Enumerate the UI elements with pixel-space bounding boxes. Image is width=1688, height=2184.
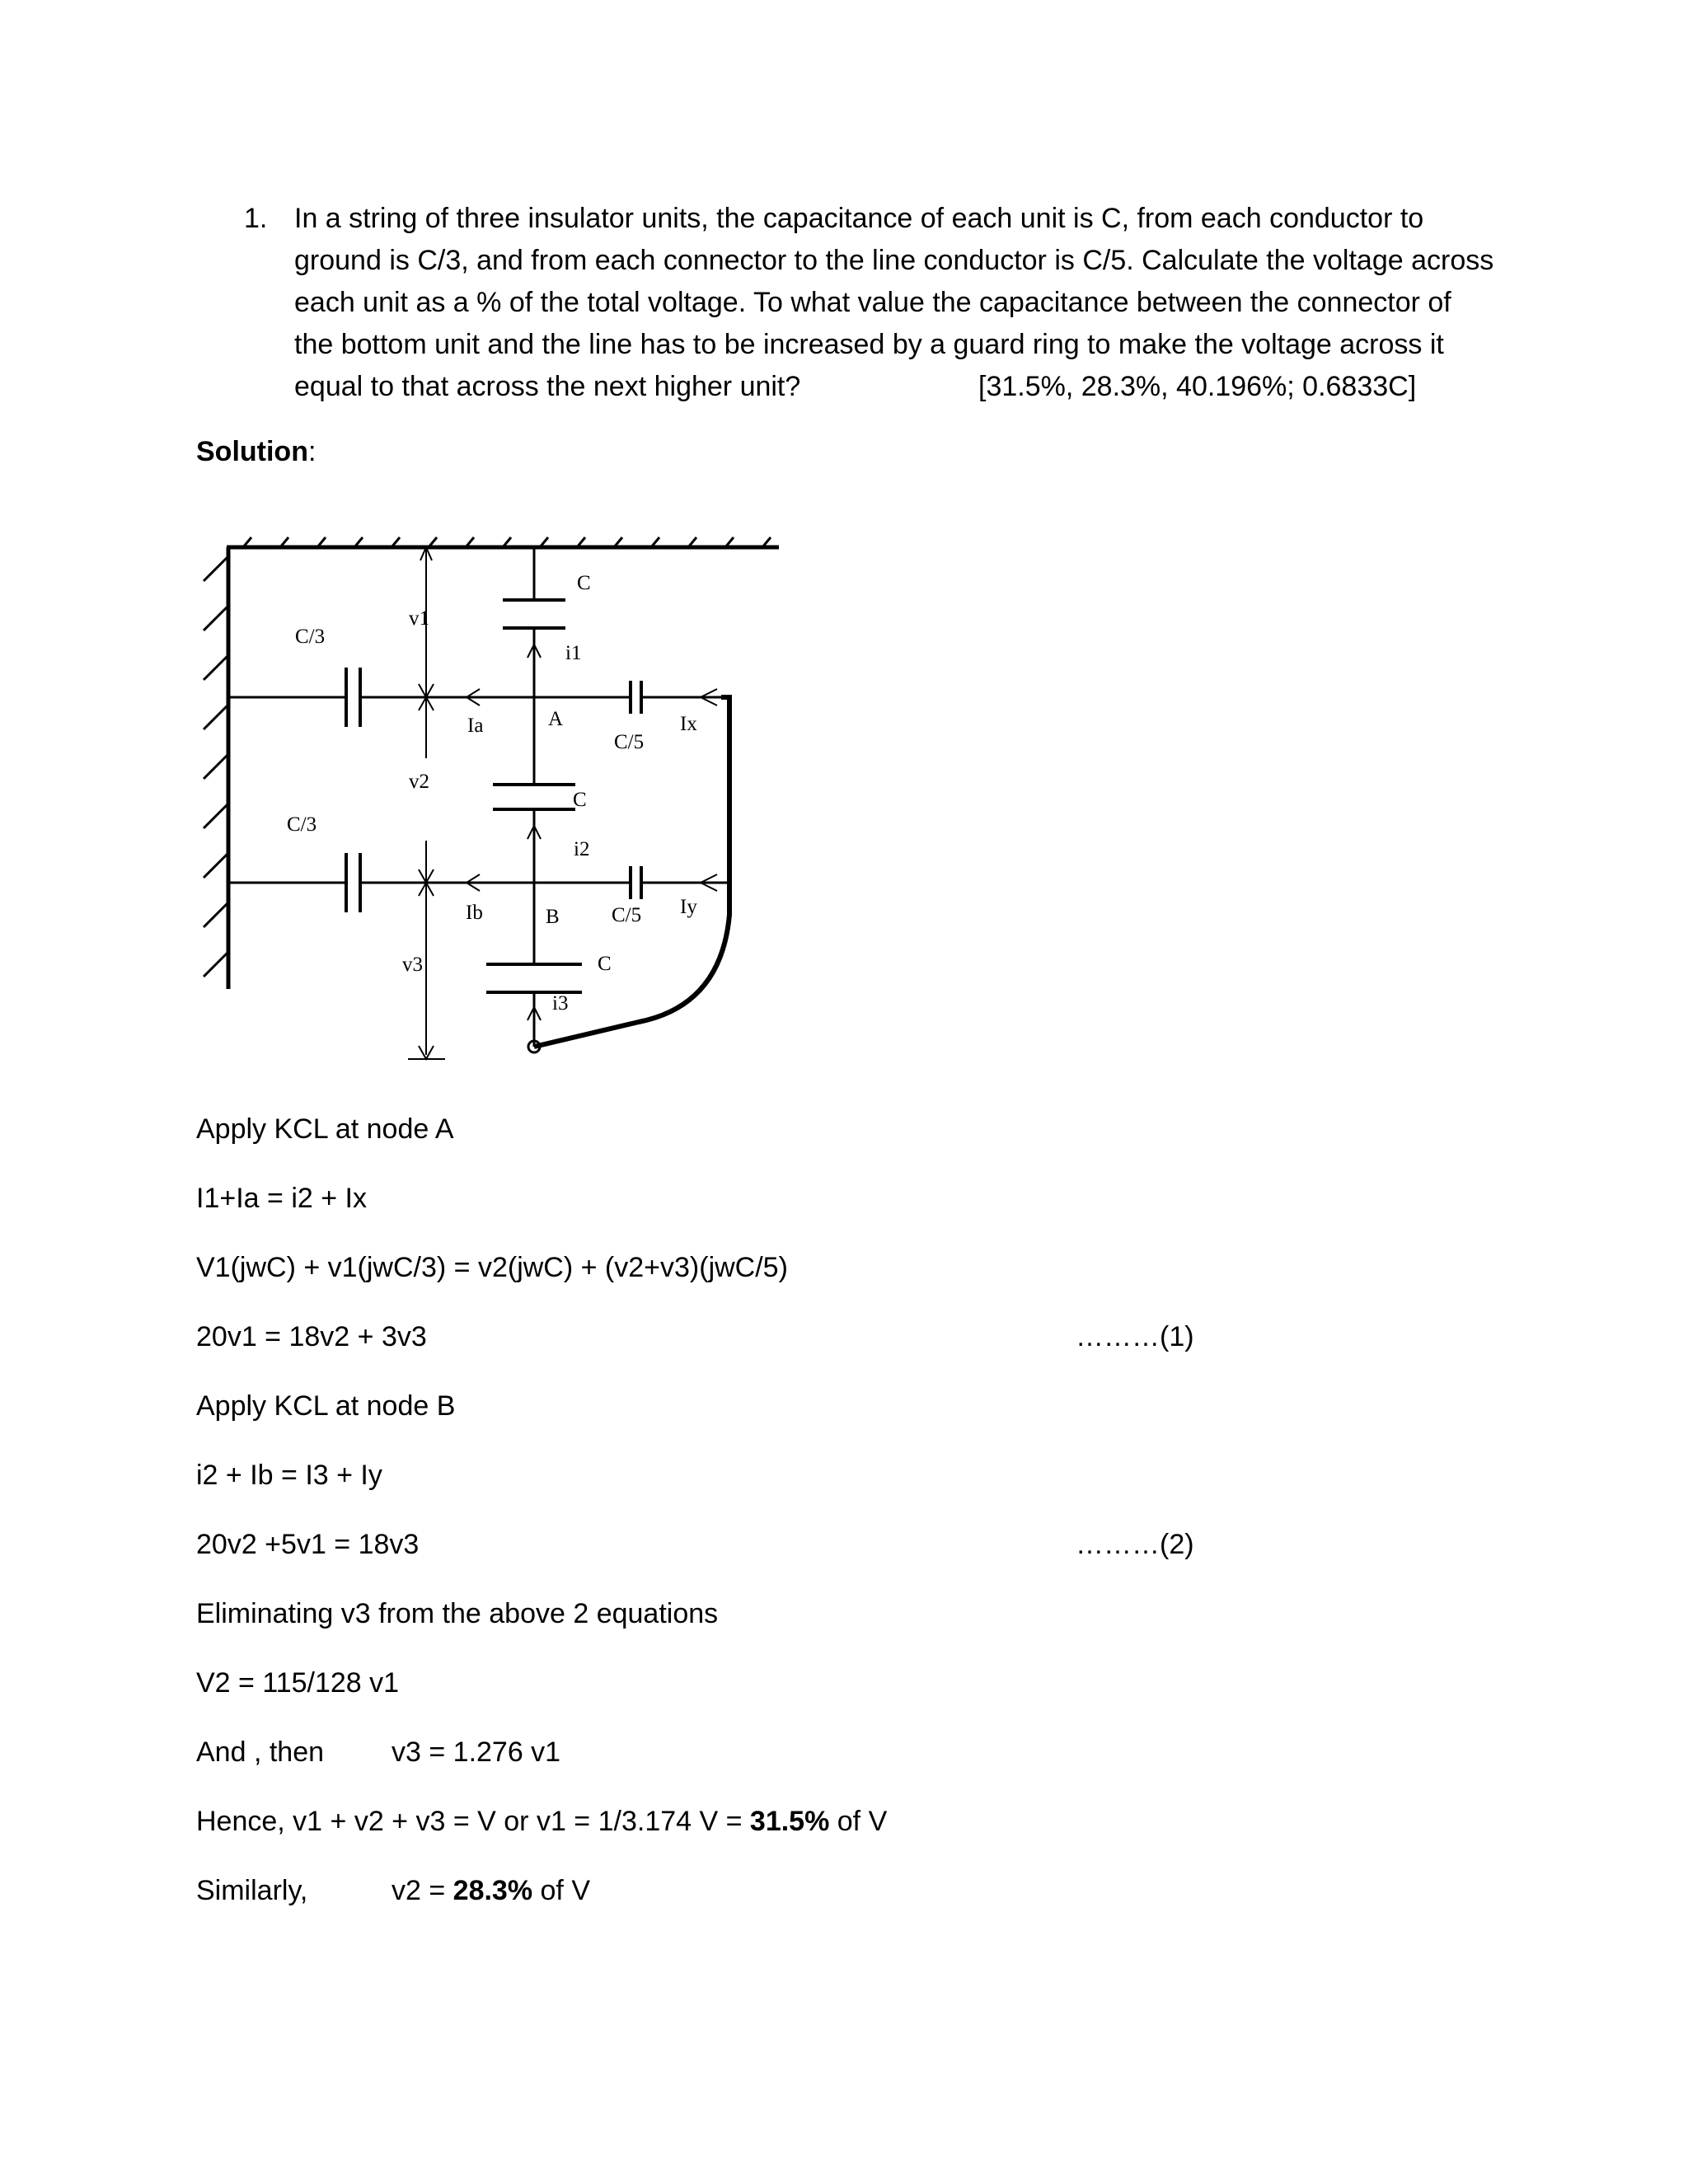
step-v2-ratio: V2 = 115/128 v1 [196,1667,400,1699]
step-and-then: And , then [196,1736,325,1768]
solution-heading-text: Solution [196,436,308,467]
step-kcl-b: Apply KCL at node B [196,1390,456,1422]
step-eq2-tag: ………(2) [1076,1529,1194,1560]
label-ia: Ia [467,715,484,737]
label-c-line-2: C/5 [612,904,642,926]
step-eq-a1: I1+Ia = i2 + Ix [196,1183,367,1214]
label-v2: v2 [409,771,429,793]
label-iy: Iy [680,896,697,918]
question-number: 1. [244,203,268,234]
step-v2-prefix: v2 = [392,1875,453,1906]
current-arrows [419,547,717,1059]
label-i1: i1 [565,642,582,664]
label-c-ground-1: C/3 [295,626,326,648]
step-v2-suffix: of V [532,1875,591,1906]
question-line-5-text: equal to that across the next higher unit? [294,371,801,402]
label-c-unit-1: C [577,572,591,594]
question-line-4: the bottom unit and the line has to be increased by a guard ring to make the voltage across it [294,329,1444,360]
capacitor-line-1 [631,681,641,714]
ground-hatching-left [204,556,228,977]
question-line-5 [294,366,1489,408]
question-text [294,198,1494,408]
label-c-line-1: C/5 [614,731,645,753]
step-eliminate: Eliminating v3 from the above 2 equations [196,1598,719,1629]
step-kcl-a: Apply KCL at node A [196,1113,454,1145]
question-line-3: each unit as a % of the total voltage. To what value the capacitance between the connector of [294,287,1451,318]
label-v1: v1 [409,607,429,630]
solution-heading [196,435,316,468]
step-eq1: 20v1 = 18v2 + 3v3 [196,1321,427,1352]
label-node-a: A [548,708,564,730]
label-i2: i2 [574,838,590,860]
step-eq-b1: i2 + Ib = I3 + Iy [196,1460,382,1491]
label-ib: Ib [466,902,483,924]
label-ix: Ix [680,713,697,735]
label-i3: i3 [552,992,569,1015]
step-hence-prefix: Hence, v1 + v2 + v3 = V or v1 = 1/3.174 V = [196,1806,750,1837]
insulator-string-circuit-diagram [190,519,799,1080]
label-c-unit-2: C [573,789,587,811]
label-v3: v3 [402,954,423,976]
label-c-unit-3: C [598,953,612,975]
step-hence-suffix: of V [829,1806,888,1837]
solution-heading-colon: : [307,436,316,467]
step-eq1-tag: ………(1) [1076,1321,1194,1352]
step-v3-value: v3 = 1.276 v1 [392,1736,561,1768]
label-node-b: B [546,906,560,928]
capacitor-ground-1 [346,668,360,727]
question-line-1: In a string of three insulator units, the capacitance of each unit is C, from each conductor to [294,203,1424,234]
step-eq2: 20v2 +5v1 = 18v3 [196,1529,420,1560]
capacitor-unit-2 [493,785,575,809]
step-hence-bold: 31.5% [749,1806,830,1837]
label-c-ground-2: C/3 [287,813,317,836]
step-similarly: Similarly, [196,1875,308,1906]
step-hence [196,1805,887,1838]
step-v2-percent [392,1874,590,1907]
capacitor-unit-3 [486,964,582,992]
question-line-2: ground is C/3, and from each connector to the line conductor is C/5. Calculate the voltage across [294,245,1494,276]
capacitor-line-2 [631,866,641,899]
question-answer: [31.5%, 28.3%, 40.196%; 0.6833C] [978,371,1417,402]
step-eq-a2: V1(jwC) + v1(jwC/3) = v2(jwC) + (v2+v3)(jwC/5) [196,1252,788,1283]
step-v2-bold: 28.3% [452,1875,533,1906]
capacitor-ground-2 [346,853,360,912]
capacitor-unit-1 [503,600,565,628]
